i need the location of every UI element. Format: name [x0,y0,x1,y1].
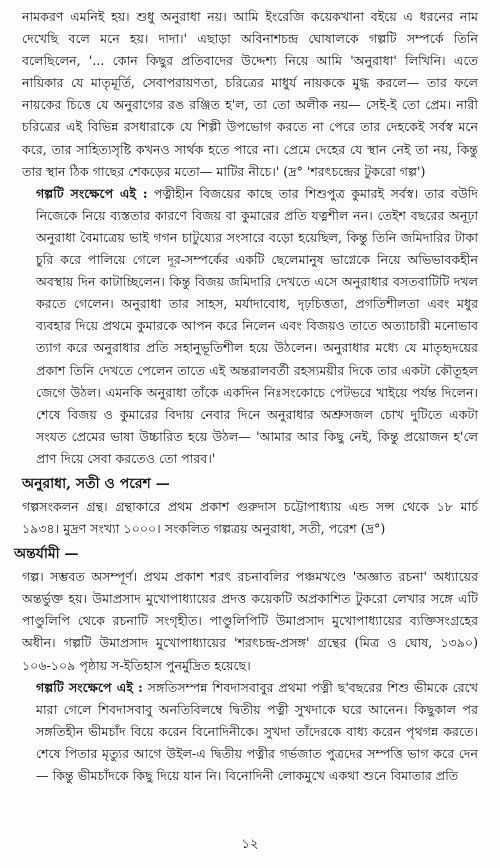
entry-heading-antaryami: অন্তর্যামী — [14,546,79,563]
summary-paragraph-anuradha [22,183,478,470]
continued-paragraph: নামকরণ এমনিই হয়। শুধু অনুরাধা নয়। আমি ইংরেজি কয়েকখানা বইয়ে এ ধরনের নাম দেখেছি বলে মনে হয়। দাদা।' এছাড়া অবিনাশচন্দ্র ঘোষালকে গল্পটি সম্পর্কে তিনি বলেছিলেন, '... কোন কিছুর প্রতিবাদের উদ্দেশ্য নিয়ে আমি 'অনুরাধা' লিখিনি। এতে নায়িকার যে মাতৃমূর্তি, সেবাপরায়ণতা, চরিত্রের মাধুর্য নায়ককে মুগ্ধ করলে— তার ফলে নায়কের চিত্তে যে অনুরাগের রঙ রঞ্জিত হ'ল, তা তো অলীক নয়— সেই-ই তো প্রেম। নারী চরিত্রের এই বিভিন্ন রসধারাকে যে শিল্পী উপভোগ করতে না পেরে তার দেহকেই সর্বস্ব মনে করে, তার সাহিত্যসৃষ্টি কখনও সার্থক হতে পারে না। প্রেমে দেহের যে স্থান নেই তা নয়, কিন্তু তার স্থান ঠিক গাছের শেকড়ের মতো— মাটির নীচে।' (দ্র° 'শরৎচন্দ্রের টুকরো গল্প') [22,9,478,179]
page-number: ১২ [241,837,259,852]
summary-label: গল্পটি সংক্ষেপে এই : [36,185,148,201]
summary-text: পত্নীহীন বিজয়ের কাছে তার শিশুপুত্র কুমারই সর্বস্ব। তার বউদি নিজেকে নিয়ে ব্যস্ততার কারণে বিজয় বা কুমারের প্রতি যত্নশীল নন। তেইশ বছরের অনূঢ়া অনুরাধা বৈমাত্রেয় ভাই গগন চাটুয্যের সংসারে বড়ো হয়েছিল, কিন্তু তিনি জমিদারির টাকা চুরি করে পালিয়ে গেলে দূর-সম্পর্কের একটি ছেলেমানুষ ভাগ্নেকে নিয়ে অভিভাবকহীন অবস্থায় দিন কাটাচ্ছিলেন। কিন্তু বিজয় জমিদারি দেখতে এসে অনুরাধার বসতবাটিটি দখল করতে গেলেন। অনুরাধা তার সাহস, মর্যাদাবোধ, দৃঢ়চিত্ততা, প্রগতিশীলতা এবং মধুর ব্যবহার দিয়ে প্রথমে কুমারকে আপন করে নিলেন এবং বিজয়ও তাতে অত্যাচারী মনোভাব ত্যাগ করে অনুরাধার প্রতি সহানুভূতিশীল হয়ে উঠলেন। অনুরাধার মধ্যে যে মাতৃহৃদয়ের প্রকাশ তিনি দেখতে পেলেন তাতে এই অন্তরালবর্তী রহস্যময়ীর দিকে তার একটা কৌতূহল জেগে উঠল। এমনকি অনুরাধা তাঁকে একদিন নিঃসংকোচে পেটভরে খাইয়ে পর্যন্ত দিলেন। শেষে বিজয় ও কুমারের বিদায় নেবার দিনে অনুরাধার অশ্রুসজল চোখ দুটিতে একটা সংযত প্রেমের ভাষা উচ্চারিত হয়ে উঠল— 'আমার আর কিছু নেই, কিন্তু প্রয়োজন হ'লে প্রাণ দিয়ে সেবা করতেও তো পারব।' [36,185,479,466]
summary-text: সঙ্গতিসম্পন্ন শিবদাসবাবুর প্রথমা পত্নী ছ'বছরের শিশু ভীমকে রেখে মারা গেলে শিবদাসবাবু অনতিবিলম্বে দ্বিতীয় পত্নী সুখদাকে ঘরে আনেন। কিছুকাল পর সঙ্গতিহীন ভীমচাঁদ বিয়ে করেন বিনোদিনীকে। সুখদা তাঁদেরকে বাধ্য করেন পৃথগন্ন করতে। শেষে পিতার মৃত্যুর আগে উইল-এ দ্বিতীয় পত্নীর গর্ভজাত পুত্রদের সম্পত্তি ভাগ করে দেন— কিন্তু ভীমচাঁদকে কিছু দিয়ে যান নি। বিনোদিনী লোকমুখে একথা শুনে বিমাতার প্রতি [36,679,478,783]
entry-text-antaryami: গল্প। সম্ভবত অসম্পূর্ণ। প্রথম প্রকাশ শরৎ রচনাবলির পঞ্চমখণ্ডে 'অজ্ঞাত রচনা' অধ্যায়ের অন্তর্ভুক্ত হয়। উমাপ্রসাদ মুখোপাধ্যায়ের প্রদত্ত কয়েকটি অপ্রকাশিত টুকরো লেখার সঙ্গে এটি পাণ্ডুলিপি থেকে রচনাটি সংগৃহীত। পাণ্ডুলিপিটি উমাপ্রসাদ মুখোপাধ্যায়ের ব্যক্তিসংগ্রহের অধীন। গল্পটি উমাপ্রসাদ মুখোপাধ্যায়ের 'শরৎচন্দ্র-প্রসঙ্গ' গ্রন্থের (মিত্র ও ঘোষ, ১৩৯০) ১০৬-১০৯ পৃষ্ঠায় স-ইতিহাস পুনর্মুদ্রিত হয়েছে। [22,569,478,673]
entry-text-anuradha-sati-paresh: গল্পসংকলন গ্রন্থ। গ্রন্থাকারে প্রথম প্রকাশ গুরুদাস চট্টোপাধ্যায় এন্ড সন্স থেকে ১৮ মার্চ ১৯৩৪। মুদ্রণ সংখ্যা ১০০০। সংকলিত গল্পত্রয় অনুরাধা, সতী, পরেশ (দ্র°) [22,498,478,537]
summary-label: গল্পটি সংক্ষেপে এই : [36,679,143,695]
entry-heading-anuradha-sati-paresh: অনুরাধা, সতী ও পরেশ — [22,475,170,492]
summary-paragraph-antaryami [22,677,478,787]
